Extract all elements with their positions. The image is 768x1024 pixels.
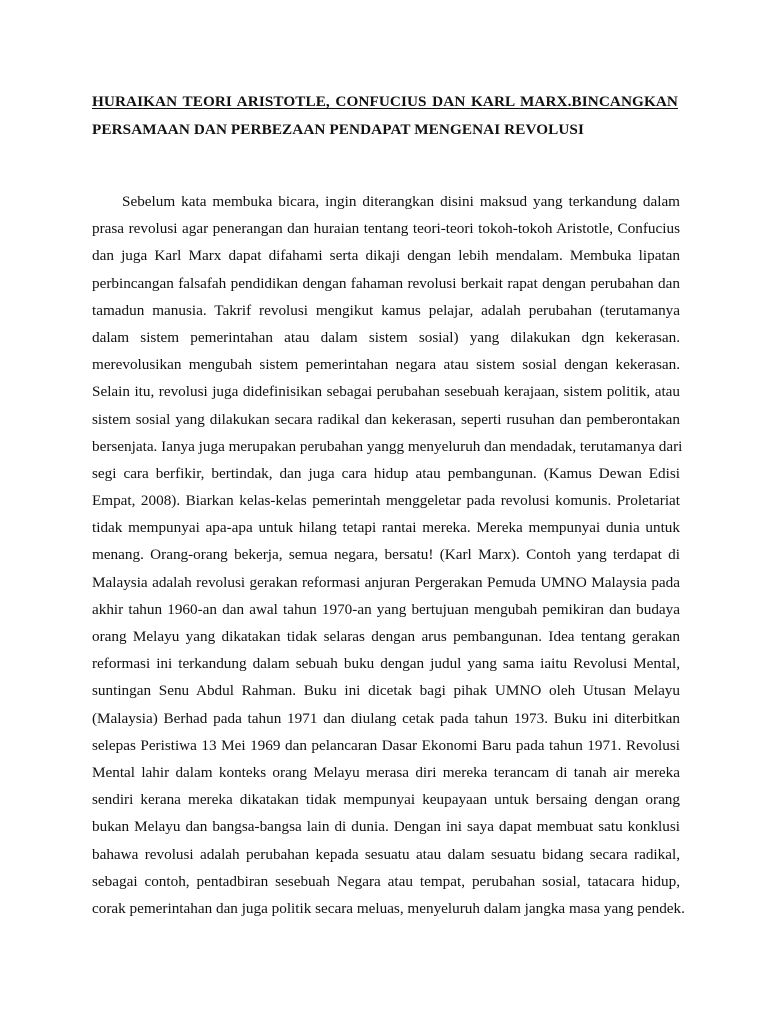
paragraph-line: akhir tahun 1960-an dan awal tahun 1970-an yang bertujuan mengubah pemikiran dan budaya — [92, 600, 680, 618]
paragraph-line: menang. Orang-orang bekerja, semua negara, bersatu! (Karl Marx). Contoh yang terdapat di — [92, 546, 680, 564]
paragraph-line: tidak mempunyai apa-apa untuk hilang tetapi rantai mereka. Mereka mempunyai dunia untuk — [92, 519, 680, 537]
paragraph-line: dalam sistem pemerintahan atau dalam sistem sosial) yang dilakukan dgn kekerasan. — [92, 328, 680, 346]
body-paragraph — [92, 188, 685, 922]
paragraph-line: perbincangan falsafah pendidikan dengan fahaman revolusi berkait rapat dengan perubahan dan — [92, 274, 680, 292]
paragraph-line: Selain itu, revolusi juga didefinisikan sebagai perubahan sesebuah kerajaan, sistem politik, atau — [92, 383, 680, 401]
paragraph-line: orang Melayu yang dikatakan tidak selaras dengan arus pembangunan. Idea tentang gerakan — [92, 628, 680, 645]
paragraph-line: reformasi ini terkandung dalam sebuah buku dengan judul yang sama iaitu Revolusi Mental, — [92, 655, 680, 673]
paragraph-line: prasa revolusi agar penerangan dan huraian tentang teori-teori tokoh-tokoh Aristotle, Confucius — [92, 220, 680, 238]
paragraph-line: Mental lahir dalam konteks orang Melayu merasa diri mereka terancam di tanah air mereka — [92, 763, 680, 781]
paragraph-line: bahawa revolusi adalah perubahan kepada sesuatu atau dalam sesuatu bidang secara radikal, — [92, 845, 680, 863]
document-title — [92, 88, 678, 144]
paragraph-line: sendiri kerana mereka dikatakan tidak mempunyai keupayaan untuk bersaing dengan orang — [92, 791, 680, 809]
paragraph-line: merevolusikan mengubah sistem pemerintahan negara atau sistem sosial dengan kekerasan. — [92, 356, 680, 374]
paragraph-line: dan juga Karl Marx dapat difahami serta dikaji dengan lebih mendalam. Membuka lipatan — [92, 247, 680, 265]
paragraph-line: (Malaysia) Berhad pada tahun 1971 dan diulang cetak pada tahun 1973. Buku ini diterbitkan — [92, 709, 680, 727]
title-line-1: HURAIKAN TEORI ARISTOTLE, CONFUCIUS DAN KARL MARX.BINCANGKAN — [92, 93, 678, 110]
paragraph-line: bukan Melayu dan bangsa-bangsa lain di dunia. Dengan ini saya dapat membuat satu konklusi — [92, 818, 680, 836]
paragraph-line: sebagai contoh, pentadbiran sesebuah Negara atau tempat, perubahan sosial, tatacara hidup, — [92, 872, 680, 890]
paragraph-line: suntingan Senu Abdul Rahman. Buku ini dicetak bagi pihak UMNO oleh Utusan Melayu — [92, 682, 680, 700]
paragraph-line: selepas Peristiwa 13 Mei 1969 dan pelancaran Dasar Ekonomi Baru pada tahun 1971. Revolusi — [92, 736, 680, 754]
title-line-2: PERSAMAAN DAN PERBEZAAN PENDAPAT MENGENAI REVOLUSI — [92, 121, 584, 138]
paragraph-line: bersenjata. Ianya juga merupakan perubahan yangg menyeluruh dan mendadak, terutamanya dari — [92, 437, 683, 455]
paragraph-line: corak pemerintahan dan juga politik secara meluas, menyeluruh dalam jangka masa yang pendek. — [92, 899, 685, 917]
paragraph-line: sistem sosial yang dilakukan secara radikal dan kekerasan, seperti rusuhan dan pemberontakan — [92, 410, 680, 428]
paragraph-line: Sebelum kata membuka bicara, ingin diterangkan disini maksud yang terkandung dalam — [122, 193, 680, 210]
paragraph-line: Empat, 2008). Biarkan kelas-kelas pemerintah menggeletar pada revolusi komunis. Proletariat — [92, 492, 680, 510]
paragraph-line: Malaysia adalah revolusi gerakan reformasi anjuran Pergerakan Pemuda UMNO Malaysia pada — [92, 573, 680, 591]
paragraph-line: segi cara berfikir, bertindak, dan juga cara hidup atau pembangunan. (Kamus Dewan Edisi — [92, 464, 680, 482]
paragraph-line: tamadun manusia. Takrif revolusi mengikut kamus pelajar, adalah perubahan (terutamanya — [92, 301, 680, 319]
